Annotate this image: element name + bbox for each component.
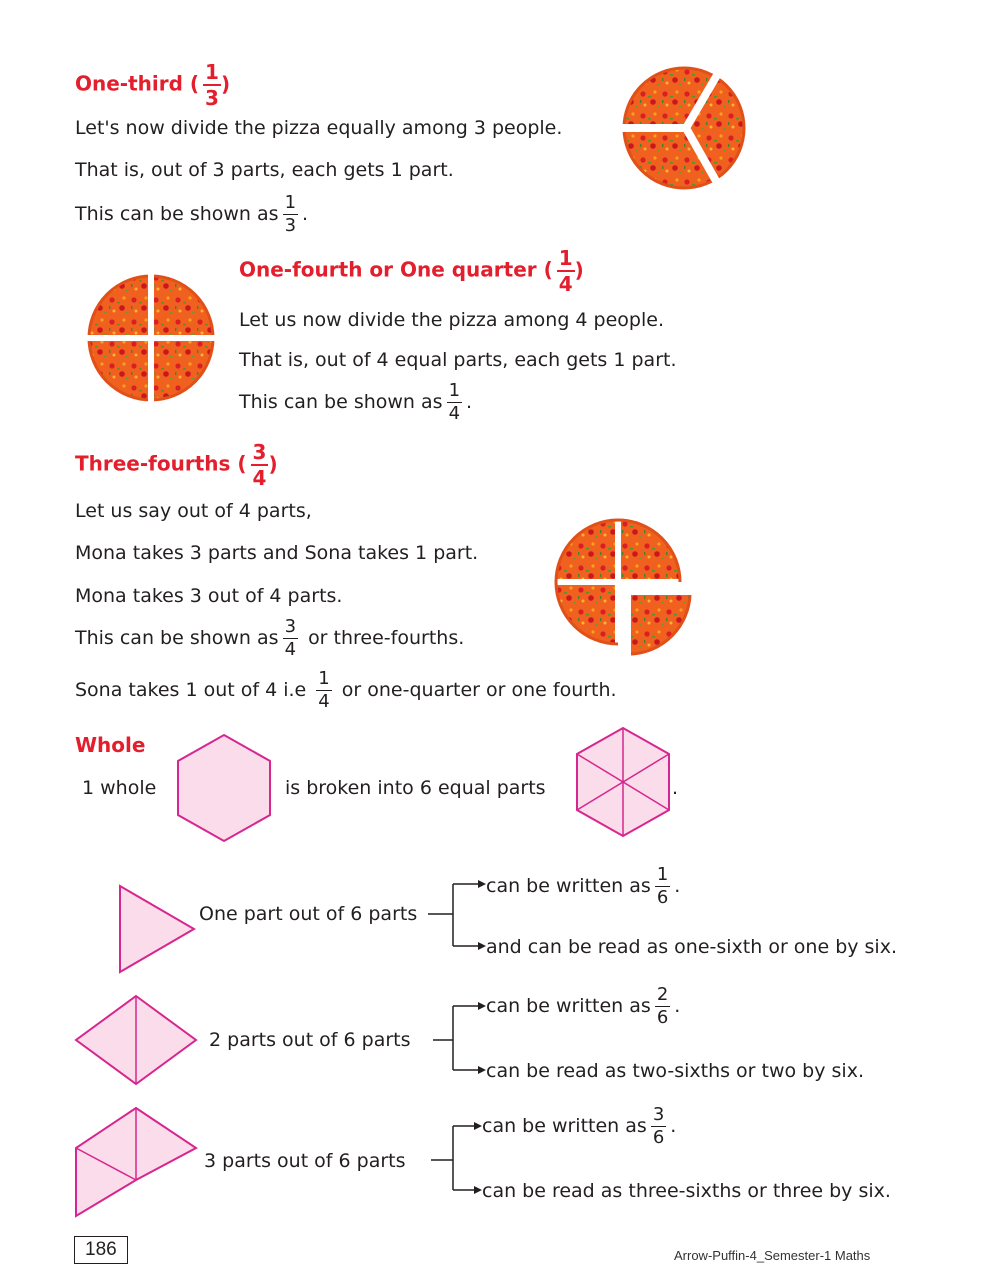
bracket-arrows-3 bbox=[425, 1108, 487, 1202]
part-2-written: can be written as $\frac{2}{6}$ . bbox=[486, 984, 681, 1028]
part-1-read: and can be read as one-sixth or one by six. bbox=[486, 936, 897, 958]
one-third-line-2: That is, out of 3 parts, each gets 1 part. bbox=[75, 159, 454, 181]
bracket-arrows-1 bbox=[425, 866, 487, 960]
one-fourth-shown-as: This can be shown as $\frac{1}{4}$ . bbox=[239, 380, 473, 424]
bracket-arrows-2 bbox=[425, 988, 487, 1082]
broken-into-six-label: is broken into 6 equal parts bbox=[285, 777, 546, 799]
page-number: 186 bbox=[74, 1236, 128, 1264]
heading-one-third: One-third ( $\frac{1}{3}$ ) bbox=[75, 60, 231, 110]
rhombus-two-parts bbox=[74, 994, 198, 1086]
part-3-written: can be written as $\frac{3}{6}$ . bbox=[482, 1104, 677, 1148]
three-fourths-shown-as: This can be shown as $\frac{3}{4}$ or three-fourths. bbox=[75, 616, 465, 660]
three-fourths-line-2: Mona takes 3 parts and Sona takes 1 part. bbox=[75, 542, 479, 564]
part-2-label: 2 parts out of 6 parts bbox=[209, 1029, 411, 1051]
part-2-read: can be read as two-sixths or two by six. bbox=[486, 1060, 864, 1082]
one-whole-label: 1 whole bbox=[82, 777, 157, 799]
one-third-shown-as: This can be shown as $\frac{1}{3}$ . bbox=[75, 192, 309, 236]
pizza-thirds-image bbox=[616, 66, 752, 192]
sona-line: Sona takes 1 out of 4 i.e $\frac{1}{4}$ or one-quarter or one fourth. bbox=[75, 668, 617, 712]
one-fourth-line-2: That is, out of 4 equal parts, each gets 1 part. bbox=[239, 349, 677, 371]
pizza-quarters-image bbox=[85, 272, 217, 404]
heading-whole: Whole bbox=[75, 733, 146, 757]
hexagon-whole bbox=[176, 733, 272, 843]
part-1-written: can be written as $\frac{1}{6}$ . bbox=[486, 864, 681, 908]
book-title-footer: Arrow-Puffin-4_Semester-1 Maths bbox=[674, 1248, 871, 1263]
part-3-read: can be read as three-sixths or three by six. bbox=[482, 1180, 891, 1202]
part-3-label: 3 parts out of 6 parts bbox=[204, 1150, 406, 1172]
heading-one-fourth: One-fourth or One quarter ( $\frac{1}{4}$ ) bbox=[239, 246, 584, 296]
one-third-line-1: Let's now divide the pizza equally among 3 people. bbox=[75, 117, 563, 139]
three-fourths-line-1: Let us say out of 4 parts, bbox=[75, 500, 312, 522]
hexagon-six-parts bbox=[575, 726, 671, 838]
triangle-one-part bbox=[118, 884, 196, 974]
shape-three-parts bbox=[74, 1106, 198, 1218]
whole-dot: . bbox=[672, 777, 679, 799]
pizza-three-fourths-image bbox=[554, 518, 694, 658]
part-1-label: One part out of 6 parts bbox=[199, 903, 418, 925]
heading-three-fourths: Three-fourths ( $\frac{3}{4}$ ) bbox=[75, 440, 278, 490]
three-fourths-line-3: Mona takes 3 out of 4 parts. bbox=[75, 585, 343, 607]
one-fourth-line-1: Let us now divide the pizza among 4 people. bbox=[239, 309, 664, 331]
